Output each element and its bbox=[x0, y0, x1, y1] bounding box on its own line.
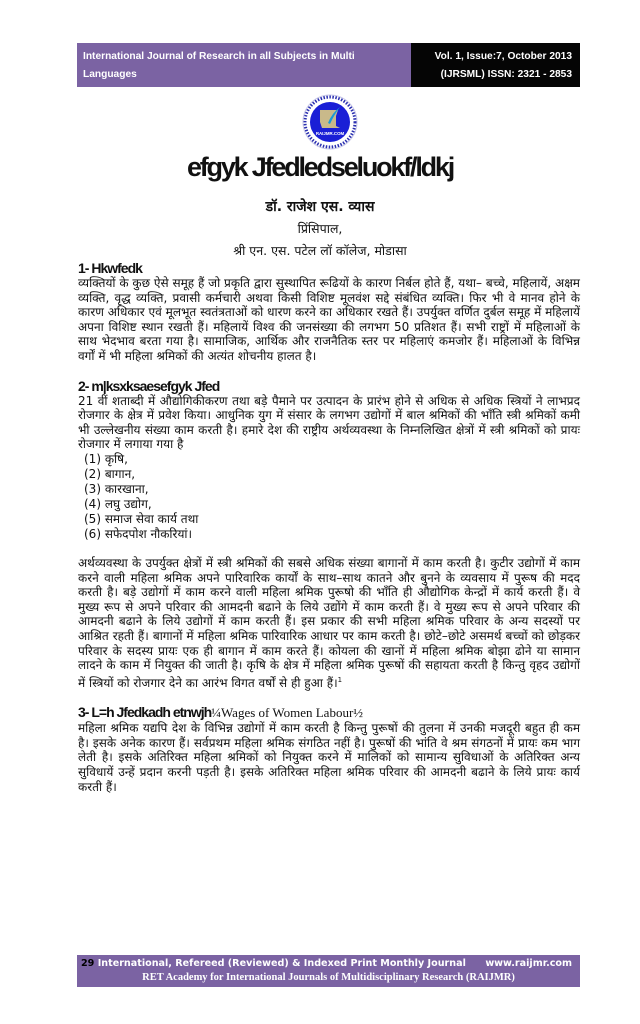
journal-footer bbox=[77, 955, 580, 987]
section-2-body-text: अर्थव्यवस्था के उपर्युक्त क्षेत्रों में स्त्री श्रमिकों की सबसे अधिक संख्या बागानों में काम करती है। कुटीर उद्योगों में काम करने वाली महिला श्रमिक अपने पारिवारिक कार्यों के साथ–साथ कातने और बुनने के व्यवसाय में पुरूष की मदद करती है। बड़े उद्योगों में काम करने वाली महिला श्रमिक पुरूषो की भाँति ही औद्योगिक केन्द्रों में कार्य करती हैं। वे मुख्य रूप से अपने परिवार की आमदनी बढाने के लिये उद्योंगे में काम करती हैं। वे मुख्य रूप से अपने परिवार की आमदनी बढाने के लिये उद्योगों में काम करती हैं। इस प्रकार की सभी महिला श्रमिक परिवार के अन्य सदस्यों पर आश्रित रहती हैं। बागानों में महिला श्रमिक पारिवारिक आधार पर काम करती है। छोटे–छोटे असमर्थ बच्चों को छोड़कर परिवार के सदस्य प्रायः एक ही बागान में काम करते हैं। कोयला की खानों में महिला श्रमिक बोझा ढोने या सामान लादने के काम में नियुक्त की जाती है। कृषि के क्षेत्र में महिला श्रमिक पुरूषों की सहायता करती है किन्तु वृहद उद्योगों में स्त्रियों को रोजगार देने का आरंभ विगत वर्षों से ही हुआ हैं। bbox=[78, 555, 580, 690]
sectors-list bbox=[78, 452, 580, 542]
section-3-heading-text: 3- L=h Jfedkadh etnwjh bbox=[78, 704, 212, 721]
section-2-heading: 2- m|ksxksaesefgyk Jfed bbox=[78, 377, 220, 394]
section-3-heading-latin: ¼Wages of Women Labour½ bbox=[211, 705, 364, 721]
journal-header bbox=[77, 43, 580, 98]
author-subject: [Author: Dr. Rajesh S. Vyas] [Subject: Law] bbox=[83, 87, 291, 98]
list-item: (6) सफेदपोश नौकरियां। bbox=[84, 526, 193, 541]
list-item: (3) कारखाना, bbox=[84, 481, 149, 496]
publisher: RET Academy for International Journals of Multidisciplinary Research (RAIJMR) bbox=[142, 972, 515, 983]
author-institution: श्री एन. एस. पटेल लॉ कॉलेज, मोडासा bbox=[233, 243, 407, 258]
journal-type: International, Refereed (Reviewed) & Indexed Print Monthly Journal bbox=[97, 958, 466, 969]
issn: (IJRSML) ISSN: 2321 - 2853 bbox=[440, 69, 572, 80]
author-designation: प्रिंसिपाल, bbox=[297, 221, 343, 236]
article-body bbox=[78, 260, 580, 794]
page-number: 29 bbox=[81, 958, 95, 969]
author-block bbox=[0, 196, 640, 262]
logo-text: RAIJMR.COM bbox=[315, 131, 345, 136]
article-title: efgyk Jfedledseluokf/ldkj bbox=[186, 152, 454, 182]
section-3-paragraph: महिला श्रमिक यद्यपि देश के विभिन्न उद्योगों में काम करती है किन्तु पुरूषों की तुलना में उनकी मजदूरी बहुत ही कम है। इसके अनेक कारण हैं। सर्वप्रथम महिला श्रमिक संगठित नहीं है। पुरूषों की भांति वे श्रम संगठनों में प्रायः कम भाग लेती है। इसके अतिरिक्त महिला श्रमिकों को नियुक्त करने में मालिकों को सामान्य सुविधाओं के अतिरिक्त अन्य सुविधायें उन्हें प्रदान करनी पड़ती है। इसके अतिरिक्त महिला श्रमिक परिवार की आमदनी बढाने के लिये प्रायः कार्य करती हैं। bbox=[78, 721, 580, 794]
footnote-mark[interactable]: 1 bbox=[337, 675, 343, 684]
author-name: डॉ. राजेश एस. व्यास bbox=[265, 199, 375, 215]
section-2-intro: 21 वीं शताब्दी में औद्योगिकीकरण तथा बड़े पैमाने पर उत्पादन के प्रारंभ होने से अधिक से अधिक स्त्रियों ने लाभप्रद रोजगार के क्षेत्र में प्रवेश किया। आधुनिक युग में संसार के लगभग उद्योगों में बाल श्रमिकों की भाँति स्त्री श्रमिकों कमी भी उल्लेखनीय संख्या काम करती है। हमारे देश की राष्ट्रीय अर्थव्यवस्था के निम्नलिखित क्षेत्रों में स्त्री श्रमिकों को प्रायः रोजगार में लगाया गया है bbox=[78, 393, 580, 452]
section-2-body bbox=[78, 556, 580, 690]
section-3-heading bbox=[78, 704, 580, 721]
raijmr-logo bbox=[302, 94, 358, 150]
volume-issue: Vol. 1, Issue:7, October 2013 bbox=[434, 51, 572, 62]
header-left-panel bbox=[77, 43, 411, 98]
list-item: (4) लघु उद्योग, bbox=[84, 496, 152, 511]
journal-name: International Journal of Research in all Subjects in Multi Languages bbox=[83, 51, 355, 80]
header-right-panel bbox=[411, 43, 580, 87]
section-1-heading: 1- Hkwfedk bbox=[78, 260, 142, 276]
website-link[interactable]: www.raijmr.com bbox=[485, 958, 572, 969]
list-item: (5) समाज सेवा कार्य तथा bbox=[84, 511, 199, 526]
list-item: (2) बागान, bbox=[84, 466, 136, 481]
section-1-paragraph: व्यक्तियों के कुछ ऐसे समूह हैं जो प्रकृति द्वारा सुस्थापित रूढियों के कारण निर्बल होते हैं, यथा– बच्चे, महिलायें, अक्षम व्यक्ति, वृद्ध व्यक्ति, प्रवासी कर्मचारी अथवा किसी विशिष्ट मूलवंश सद्दे संबंधित व्यक्ति। फिर भी वे मानव होने के कारण अधिकार एवं मूलभूत स्वतंत्रताओं को धारण करने का अधिकार रखते हैं। उपर्युक्त वर्णित दुर्बल समूह में महिलायें अपना विशिष्ट स्थान रखती हैं। महिलायें विश्व की जनसंख्या की लगभग 50 प्रतिशत हैं। सभी राष्ट्रों में महिलाओं के साथ भेदभाव बरता गया है। सामाजिक, आर्थिक और राजनैतिक स्तर पर महिलाएं कमजोर हैं। महिलाओं के विभिन्न वर्गों में भी महिला श्रमिकों की अत्यंत शोचनीय हालत है। bbox=[78, 276, 581, 363]
list-item: (1) कृषि, bbox=[84, 451, 128, 466]
